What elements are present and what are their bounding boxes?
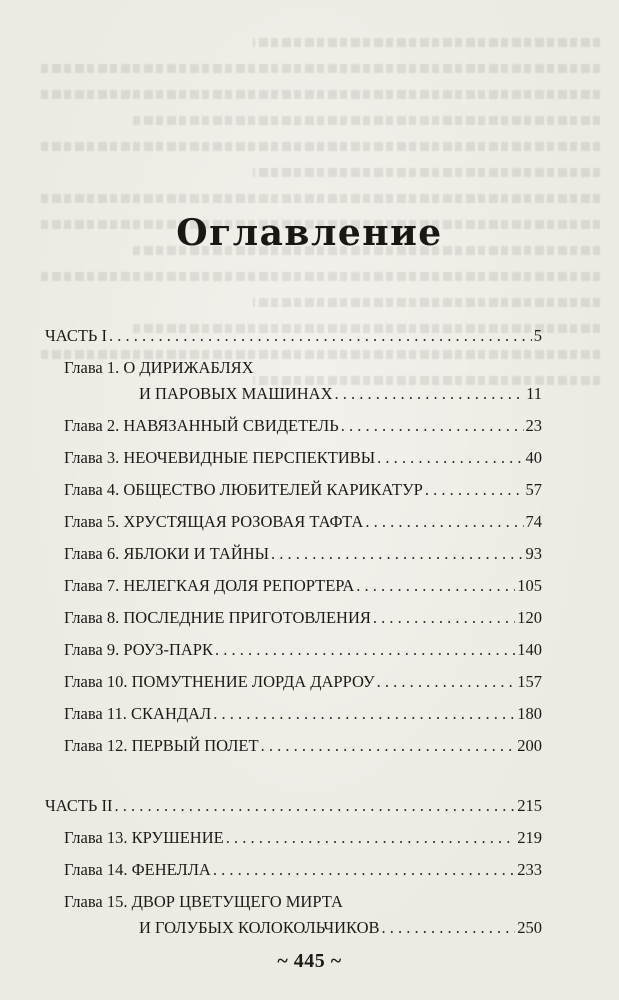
leader-dots — [226, 827, 516, 849]
leader-dots — [356, 575, 515, 597]
toc-chapter-label: Глава 14. ФЕНЕЛЛА — [64, 860, 211, 879]
toc-chapter-1[interactable] — [64, 383, 542, 405]
toc-chapter-label: Глава 6. ЯБЛОКИ И ТАЙНЫ — [64, 544, 270, 563]
toc-chapter-6[interactable] — [64, 543, 542, 565]
toc-page-number: 40 — [525, 448, 542, 467]
toc-chapter-label: Глава 13. КРУШЕНИЕ — [64, 828, 224, 847]
leader-dots — [261, 735, 516, 757]
toc-page-number: 5 — [533, 326, 542, 345]
toc-chapter-label: Глава 9. РОУЗ-ПАРК — [64, 640, 213, 659]
toc-page-number: 180 — [517, 704, 542, 723]
page-title: Оглавление — [176, 212, 443, 254]
toc-chapter-1-line-1[interactable]: Глава 1. О ДИРИЖАБЛЯХ — [64, 358, 254, 377]
toc-chapter-10[interactable] — [64, 671, 542, 693]
toc-chapter-4[interactable] — [64, 479, 542, 501]
leader-dots — [335, 383, 525, 405]
toc-chapter-label: Глава 4. ОБЩЕСТВО ЛЮБИТЕЛЕЙ КАРИКАТУР — [64, 480, 423, 499]
toc-part-label: ЧАСТЬ I — [45, 326, 107, 345]
toc-page-number: 57 — [525, 480, 542, 499]
toc-chapter-5[interactable] — [64, 511, 542, 533]
leader-dots — [341, 415, 524, 437]
toc-page-number: 219 — [517, 828, 542, 847]
toc-chapter-15[interactable] — [64, 917, 542, 939]
toc-chapter-label: Глава 10. ПОМУТНЕНИЕ ЛОРДА ДАРРОУ — [64, 672, 375, 691]
toc-chapter-label-continuation: И ПАРОВЫХ МАШИНАХ — [139, 384, 333, 403]
toc-chapter-8[interactable] — [64, 607, 542, 629]
toc-chapter-7[interactable] — [64, 575, 542, 597]
leader-dots — [377, 447, 523, 469]
toc-chapter-label: Глава 3. НЕОЧЕВИДНЫЕ ПЕРСПЕКТИВЫ — [64, 448, 376, 467]
toc-chapter-label: Глава 11. СКАНДАЛ — [64, 704, 212, 723]
toc-page-number: 157 — [517, 672, 542, 691]
toc-page-number: 74 — [525, 512, 542, 531]
toc-page-number: 215 — [517, 796, 542, 815]
leader-dots — [213, 703, 515, 725]
toc-chapter-13[interactable] — [64, 827, 542, 849]
page-number-footer: ~ 445 ~ — [277, 950, 342, 972]
leader-dots — [109, 325, 532, 347]
toc-chapter-14[interactable] — [64, 859, 542, 881]
leader-dots — [425, 479, 524, 501]
toc-page-number: 200 — [517, 736, 542, 755]
toc-page-number: 11 — [526, 384, 542, 403]
toc-chapter-11[interactable] — [64, 703, 542, 725]
toc-chapter-12[interactable] — [64, 735, 542, 757]
toc-chapter-label: Глава 5. ХРУСТЯЩАЯ РОЗОВАЯ ТАФТА — [64, 512, 364, 531]
toc-chapter-2[interactable] — [64, 415, 542, 437]
toc-part-label: ЧАСТЬ II — [45, 796, 113, 815]
toc-page-number: 233 — [517, 860, 542, 879]
leader-dots — [377, 671, 516, 693]
toc-chapter-label: Глава 2. НАВЯЗАННЫЙ СВИДЕТЕЛЬ — [64, 416, 339, 435]
leader-dots — [382, 917, 516, 939]
toc-page-number: 140 — [517, 640, 542, 659]
leader-dots — [365, 511, 523, 533]
toc-page-number: 250 — [517, 918, 542, 937]
toc-chapter-label: Глава 7. НЕЛЕГКАЯ ДОЛЯ РЕПОРТЕРА — [64, 576, 355, 595]
toc-page-number: 120 — [517, 608, 542, 627]
toc-page-number: 93 — [525, 544, 542, 563]
leader-dots — [213, 859, 515, 881]
toc-part-1[interactable] — [45, 325, 542, 347]
toc-chapter-15-line-1[interactable]: Глава 15. ДВОР ЦВЕТУЩЕГО МИРТА — [64, 892, 343, 911]
toc-chapter-3[interactable] — [64, 447, 542, 469]
toc-chapter-label-continuation: И ГОЛУБЫХ КОЛОКОЛЬЧИКОВ — [139, 918, 380, 937]
leader-dots — [373, 607, 515, 629]
toc-chapter-label: Глава 8. ПОСЛЕДНИЕ ПРИГОТОВЛЕНИЯ — [64, 608, 371, 627]
toc-chapter-9[interactable] — [64, 639, 542, 661]
toc-part-2[interactable] — [45, 795, 542, 817]
toc-page-number: 105 — [517, 576, 542, 595]
toc-chapter-label: Глава 12. ПЕРВЫЙ ПОЛЕТ — [64, 736, 259, 755]
leader-dots — [115, 795, 516, 817]
toc-page-number: 23 — [525, 416, 542, 435]
leader-dots — [215, 639, 515, 661]
leader-dots — [271, 543, 523, 565]
